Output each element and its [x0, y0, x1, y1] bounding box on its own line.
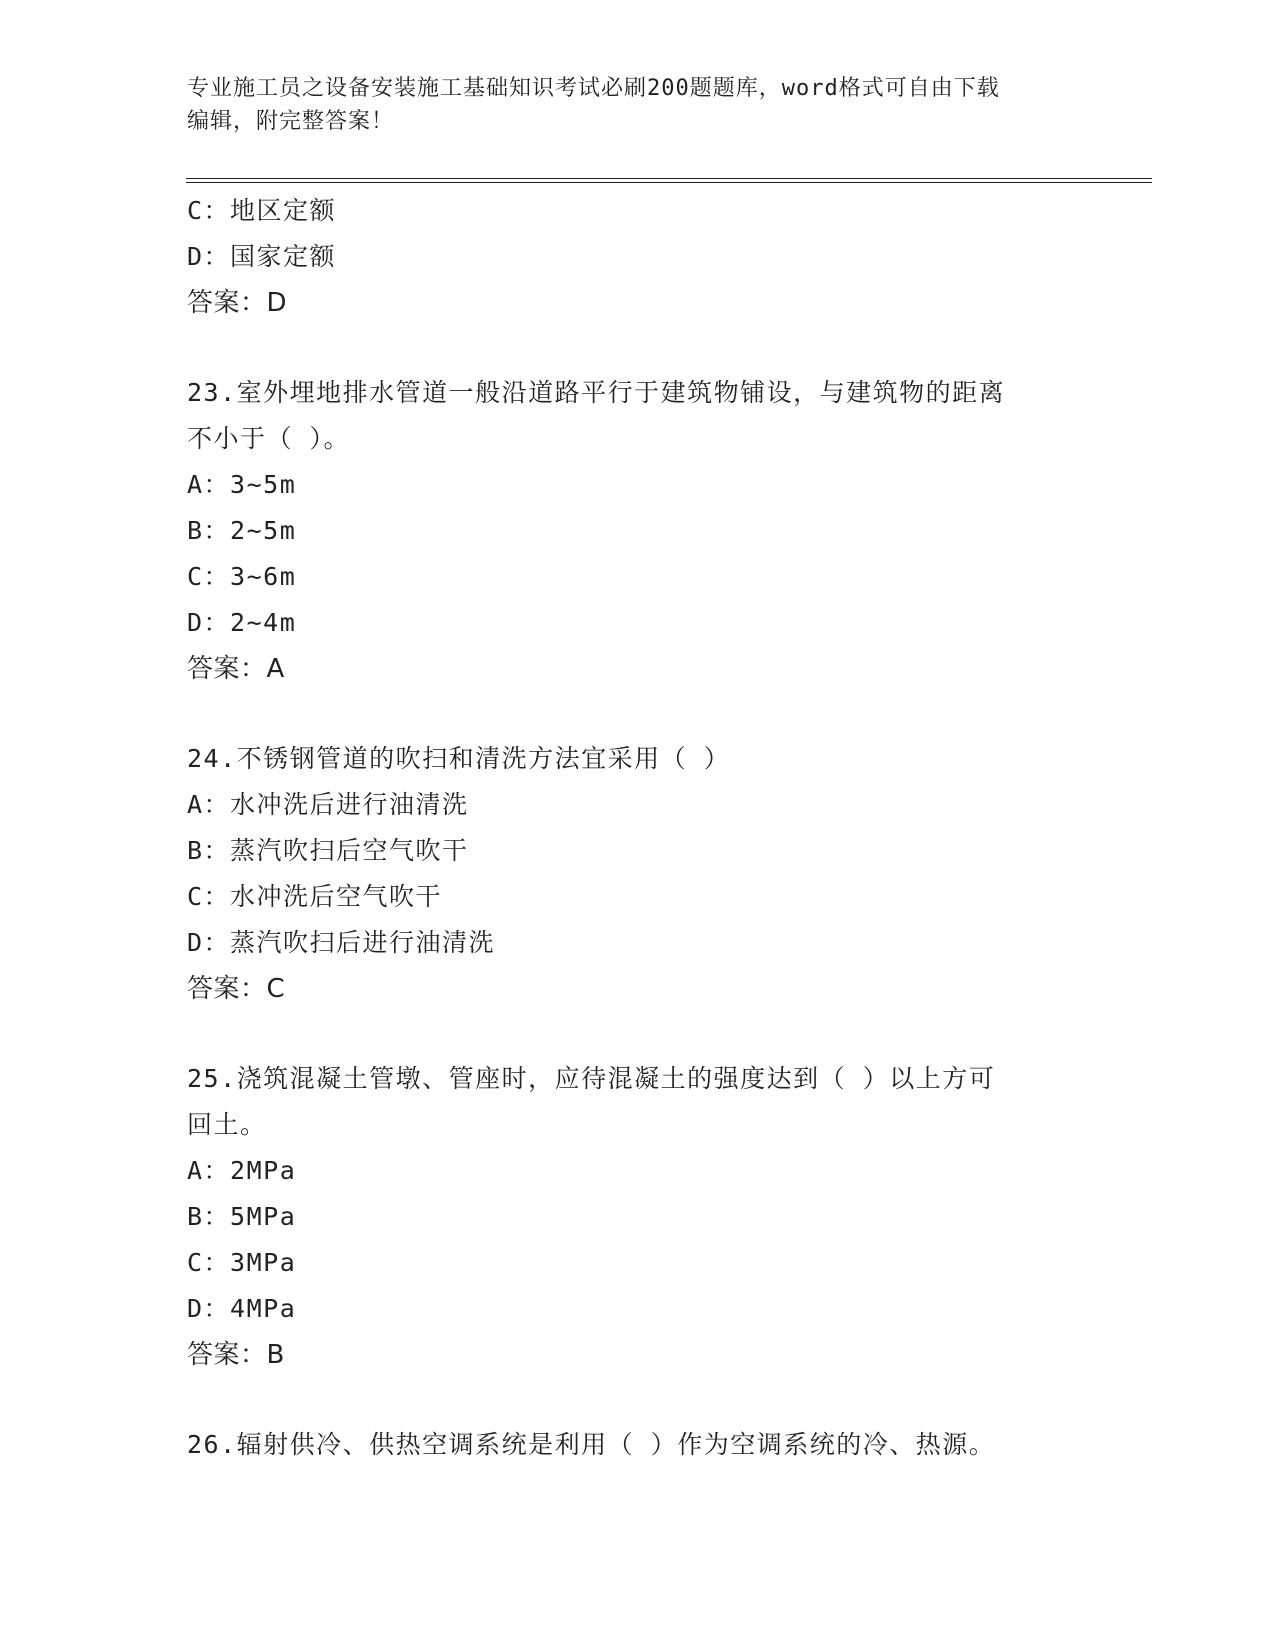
option-a: A：水冲洗后进行油清洗 — [187, 790, 469, 819]
option-b: B：5MPa — [187, 1202, 297, 1231]
header-divider-top — [186, 178, 1152, 179]
question-26 — [187, 1422, 1087, 1468]
option-d: D：2~4m — [187, 608, 297, 637]
answer: 答案：D — [187, 288, 288, 318]
option-a: A：2MPa — [187, 1156, 297, 1185]
header-divider-bottom — [186, 182, 1152, 183]
answer: 答案：A — [187, 654, 285, 684]
option-c: C：3MPa — [187, 1248, 297, 1277]
document-header — [187, 72, 1067, 138]
option-d: D：4MPa — [187, 1294, 297, 1323]
question-stem: 26.辐射供冷、供热空调系统是利用（ ）作为空调系统的冷、热源。 — [187, 1430, 996, 1459]
question-stem: 24.不锈钢管道的吹扫和清洗方法宜采用（ ） — [187, 744, 731, 773]
question-23 — [187, 370, 1087, 692]
document-body — [187, 188, 1087, 1468]
question-stem-cont: 回土。 — [187, 1110, 267, 1139]
question-24 — [187, 736, 1087, 1012]
question-22-tail — [187, 188, 1087, 326]
answer: 答案：C — [187, 974, 286, 1004]
option-b: B：2~5m — [187, 516, 297, 545]
header-line-2: 编辑，附完整答案！ — [187, 109, 395, 134]
header-line-1: 专业施工员之设备安装施工基础知识考试必刷200题题库，word格式可自由下载 — [187, 76, 1000, 101]
question-stem-cont: 不小于（ ）。 — [187, 424, 351, 453]
option-a: A：3~5m — [187, 470, 297, 499]
option-c: C：地区定额 — [187, 196, 337, 225]
question-stem: 25.浇筑混凝土管墩、管座时，应待混凝土的强度达到（ ）以上方可 — [187, 1064, 996, 1093]
option-d: D：国家定额 — [187, 242, 337, 271]
option-d: D：蒸汽吹扫后进行油清洗 — [187, 928, 496, 957]
answer: 答案：B — [187, 1340, 285, 1370]
option-c: C：3~6m — [187, 562, 297, 591]
option-c: C：水冲洗后空气吹干 — [187, 882, 443, 911]
option-b: B：蒸汽吹扫后空气吹干 — [187, 836, 469, 865]
question-25 — [187, 1056, 1087, 1378]
question-stem: 23.室外埋地排水管道一般沿道路平行于建筑物铺设，与建筑物的距离 — [187, 378, 1006, 407]
